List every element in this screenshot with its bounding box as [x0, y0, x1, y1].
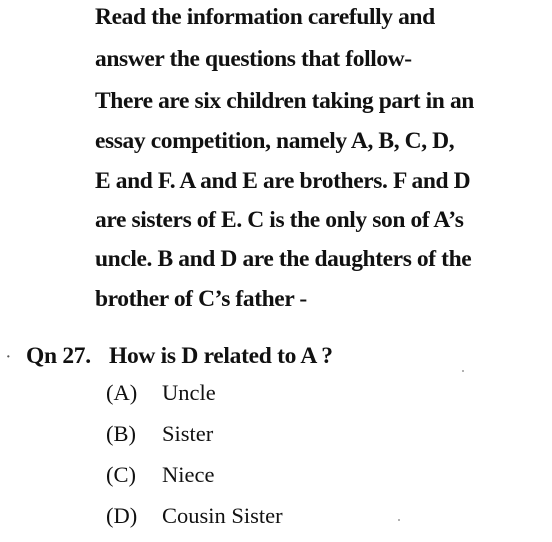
option-text: Niece [162, 462, 215, 487]
option-d[interactable] [106, 505, 283, 528]
passage-line: are sisters of E. C is the only son of A’s [95, 207, 464, 233]
option-label: (A) [106, 380, 138, 405]
passage-line: essay competition, namely A, B, C, D, [95, 128, 455, 154]
option-b[interactable] [106, 423, 213, 446]
passage-line: There are six children taking part in an [95, 88, 474, 114]
option-text: Cousin Sister [162, 503, 283, 528]
option-text: Sister [162, 421, 214, 446]
scan-speck [462, 370, 464, 372]
question-number: Qn 27. [26, 343, 91, 369]
bullet-mark: · [6, 350, 11, 365]
passage-line: Read the information carefully and [95, 4, 435, 30]
option-label: (D) [106, 503, 138, 528]
passage-line: brother of C’s father - [95, 286, 307, 312]
scan-speck [398, 519, 400, 521]
option-label: (C) [106, 462, 136, 487]
option-a[interactable] [106, 382, 216, 405]
passage-line: answer the questions that follow- [95, 46, 412, 72]
option-label: (B) [106, 421, 136, 446]
option-c[interactable] [106, 464, 214, 487]
option-text: Uncle [162, 380, 216, 405]
question-text: How is D related to A ? [109, 343, 333, 369]
passage-line: E and F. A and E are brothers. F and D [95, 168, 471, 194]
passage-line: uncle. B and D are the daughters of the [95, 246, 472, 272]
